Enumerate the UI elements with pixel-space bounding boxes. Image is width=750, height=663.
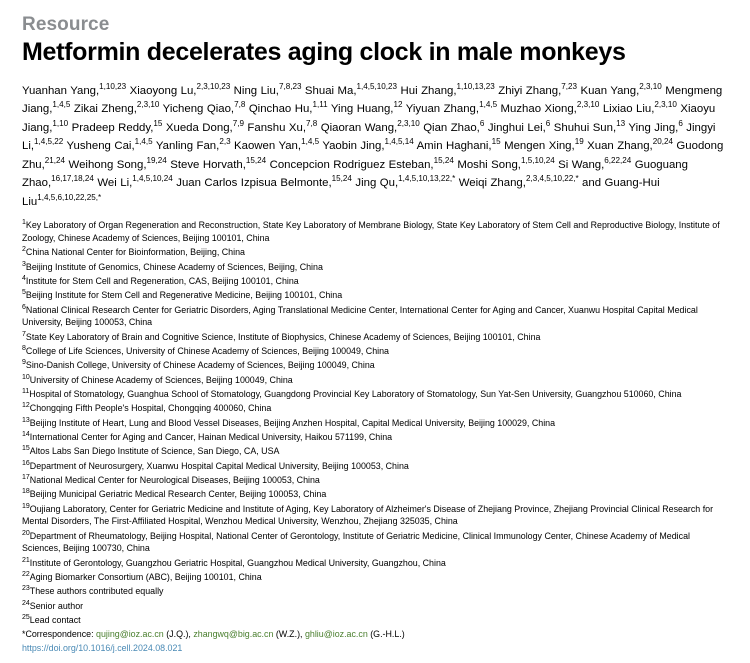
affiliation-item — [22, 571, 728, 584]
affiliation-item — [22, 402, 728, 415]
affiliation-number: 7 — [22, 330, 26, 338]
affiliation-text: Altos Labs San Diego Institute of Science, San Diego, CA, USA — [29, 446, 280, 457]
affiliation-text: State Key Laboratory of Brain and Cognitive Science, Institute of Biophysics, Chinese Academy of Sciences, Beijing 100101, China — [25, 331, 541, 342]
affiliation-text: International Center for Aging and Cancer, Hainan Medical University, Haikou 571199, China — [29, 431, 393, 442]
correspondence-initials: (J.Q.), — [163, 629, 194, 640]
affiliation-item — [22, 331, 728, 344]
affiliation-item — [22, 388, 728, 401]
affiliation-number: 2 — [22, 246, 26, 254]
affiliation-number: 5 — [22, 289, 26, 297]
affiliation-number: 21 — [22, 556, 30, 564]
affiliation-item — [22, 246, 728, 259]
affiliation-text: China National Center for Bioinformation, Beijing, China — [25, 247, 245, 258]
affiliation-item — [22, 474, 728, 487]
affiliation-number: 14 — [22, 431, 30, 438]
affiliation-number: 23 — [22, 585, 30, 593]
affiliation-number: 19 — [22, 502, 30, 510]
correspondence-initials: (W.Z.), — [273, 629, 305, 640]
author-list: Yuanhan Yang,$^{1,10,23}$ Xiaoyong Lu,$^{2,3,10,23}$ Ning Liu,$^{7,8,23}$ Shuai Ma,$^{1,4,5,10,23}$ Hui Zhang,$^{1,10,13,23}$ Zhiyi Zhang,$^{7,23}$ Kuan Yang,$^{2,3,10}$ Mengmeng Jiang,$^{1,4,5}$ Zikai Zheng,$^{2,3,10}$ Yicheng Qiao,$^{7,8}$ Qinchao Hu,$^{1,11}$ Ying Huang,$^{12}$ Yiyuan Zhang,$^{1,4,5}$ Muzhao Xiong,$^{2,3,10}$ Lixiao Liu,$^{2,3,10}$ Xiaoyu Jiang,$^{1,10}$ Pradeep Reddy,$^{15}$ Xueda Dong,$^{7,9}$ Fanshu Xu,$^{7,8}$ Qiaoran Wang,$^{2,3,10}$ Qian Zhao,$^6$ Jinghui Lei,$^6$ Shuhui Sun,$^{13}$ Ying Jing,$^6$ Jingyi Li,$^{1,4,5,22}$ Yusheng Cai,$^{1,4,5}$ Yanling Fan,$^{2,3}$ Kaowen Yan,$^{1,4,5}$ Yaobin Jing,$^{1,4,5,14}$ Amin Haghani,$^{15}$ Mengen Xing,$^{19}$ Xuan Zhang,$^{20,24}$ Guodong Zhu,$^{21,24}$ Weihong Song,$^{19,24}$ Steve Horvath,$^{15,24}$ Concepcion Rodriguez Esteban,$^{15,24}$ Moshi Song,$^{1,5,10,24}$ Si Wang,$^{6,22,24}$ Guoguang Zhao,$^{16,17,18,24}$ Wei Li,$^{1,4,5,10,24}$ Juan Carlos Izpisua Belmonte,$^{15,24}$ Jing Qu,$^{1,4,5,10,13,22,*}$ Weiqi Zhang,$^{2,3,4,5,10,22,*}$ and Guang-Hui Liu$^{1,4,5,6,10,22,25,*}$ — [22, 82, 724, 208]
affiliation-text: Chongqing Fifth People's Hospital, Chongqing 400060, China — [29, 403, 272, 414]
affiliation-text: College of Life Sciences, University of Chinese Academy of Sciences, Beijing 100049, China — [25, 346, 389, 357]
affiliation-item — [22, 345, 728, 358]
affiliation-text: National Clinical Research Center for Geriatric Disorders, Aging Translational Medicine Center, International Center for Aging and Cancer, Xuanwu Hospital Capital Medical University, Beijing 100053, China — [22, 304, 698, 328]
affiliation-text: Department of Neurosurgery, Xuanwu Hospital Capital Medical University, Beijing 100053, China — [29, 460, 409, 471]
affiliation-text: Beijing Institute of Genomics, Chinese Academy of Sciences, Beijing, China — [25, 261, 323, 272]
affiliation-text: Institute for Stem Cell and Regeneration, CAS, Beijing 100101, China — [25, 276, 299, 287]
affiliation-number: 18 — [22, 488, 30, 496]
article-type-kicker: Resource — [22, 14, 110, 35]
affiliation-text: These authors contributed equally — [29, 586, 164, 597]
affiliation-number: 24 — [22, 599, 30, 607]
affiliation-number: 6 — [22, 303, 26, 311]
affiliation-item — [22, 261, 728, 274]
affiliation-item — [22, 445, 728, 458]
affiliation-item — [22, 460, 728, 473]
affiliation-text: National Medical Center for Neurological Diseases, Beijing 100053, China — [29, 474, 320, 485]
affiliation-number: 11 — [22, 388, 30, 396]
affiliation-item — [22, 488, 728, 501]
affiliation-text: Beijing Municipal Geriatric Medical Research Center, Beijing 100053, China — [29, 489, 327, 500]
affiliation-number: 16 — [22, 459, 30, 467]
affiliation-number: 17 — [22, 473, 30, 481]
page-title: Metformin decelerates aging clock in male monkeys — [22, 38, 626, 66]
affiliation-number: 25 — [22, 614, 30, 622]
affiliation-text: Beijing Institute of Heart, Lung and Blood Vessel Diseases, Beijing Anzhen Hospital, Capital Medical University, Beijing 100029, China — [29, 417, 556, 428]
affiliation-list — [22, 219, 728, 627]
affiliation-text: Department of Rheumatology, Beijing Hospital, National Center of Gerontology, Institute of Geriatric Medicine, Clinical Immunology Center, Chinese Academy of Medical Sciences, Beijing 100730, China — [22, 530, 690, 554]
affiliation-item — [22, 585, 728, 598]
affiliation-item — [22, 431, 728, 444]
affiliation-number: 3 — [22, 260, 26, 268]
doi-link[interactable]: https://doi.org/10.1016/j.cell.2024.08.021 — [22, 643, 183, 654]
affiliation-item — [22, 503, 728, 529]
affiliation-number: 1 — [22, 219, 26, 227]
affiliation-text: Lead contact — [29, 615, 81, 626]
affiliation-number: 15 — [22, 445, 30, 453]
affiliation-item — [22, 417, 728, 430]
affiliation-number: 10 — [22, 373, 30, 381]
affiliation-item — [22, 600, 728, 613]
doi-line — [22, 643, 728, 653]
affiliation-number: 12 — [22, 402, 30, 410]
affiliation-text: Key Laboratory of Organ Regeneration and Reconstruction, State Key Laboratory of Membrane Biology, State Key Laboratory of Stem Cell and Reproductive Biology, Institute of Zoology, Chinese Academy of Sciences, Beijing 100101, China — [22, 220, 720, 244]
affiliation-number: 8 — [22, 345, 26, 353]
affiliation-item — [22, 275, 728, 288]
affiliation-item — [22, 614, 728, 627]
affiliation-item — [22, 289, 728, 302]
correspondence-email-link[interactable]: ghliu@ioz.ac.cn — [304, 629, 368, 640]
correspondence-email-link[interactable]: zhangwq@big.ac.cn — [193, 629, 274, 640]
affiliation-text: Hospital of Stomatology, Guanghua School of Stomatology, Guangdong Provincial Key Laboratory of Stomatology, Sun Yat-Sen University, Guangzhou 510060, China — [29, 389, 682, 400]
affiliation-item — [22, 219, 728, 245]
affiliation-text: University of Chinese Academy of Sciences, Beijing 100049, China — [29, 374, 293, 385]
correspondence-initials: (G.-H.L.) — [367, 629, 405, 640]
affiliation-text: Institute of Gerontology, Guangzhou Geriatric Hospital, Guangzhou Medical University, Guangzhou, China — [29, 557, 446, 568]
affiliation-text: Oujiang Laboratory, Center for Geriatric Medicine and Institute of Aging, Key Laboratory of Alzheimer's Disease of Zhejiang Province, Zhejiang Provincial Clinical Research for Mental Disorders, The First-Affiliated Hospital, Wenzhou Medical University, Wenzhou, Zhejiang 325035, China — [22, 503, 714, 527]
affiliation-text: Beijing Institute for Stem Cell and Regenerative Medicine, Beijing 100101, China — [25, 290, 343, 301]
affiliation-text: Aging Biomarker Consortium (ABC), Beijing 100101, China — [29, 572, 262, 583]
affiliation-text: Senior author — [29, 600, 84, 611]
affiliation-item — [22, 359, 728, 372]
affiliation-item — [22, 557, 728, 570]
affiliation-number: 4 — [22, 275, 26, 283]
affiliation-item — [22, 304, 728, 330]
affiliation-number: 13 — [22, 416, 30, 424]
correspondence-label: *Correspondence: — [22, 629, 97, 640]
affiliation-number: 9 — [22, 359, 26, 367]
affiliation-item — [22, 530, 728, 556]
affiliation-number: 20 — [22, 529, 30, 537]
affiliation-item — [22, 374, 728, 387]
correspondence-line — [22, 628, 728, 641]
correspondence-email-link[interactable]: qujing@ioz.ac.cn — [96, 629, 164, 640]
affiliation-text: Sino-Danish College, University of Chinese Academy of Sciences, Beijing 100049, China — [25, 360, 375, 371]
affiliations-container — [22, 219, 728, 627]
affiliation-number: 22 — [22, 571, 30, 579]
